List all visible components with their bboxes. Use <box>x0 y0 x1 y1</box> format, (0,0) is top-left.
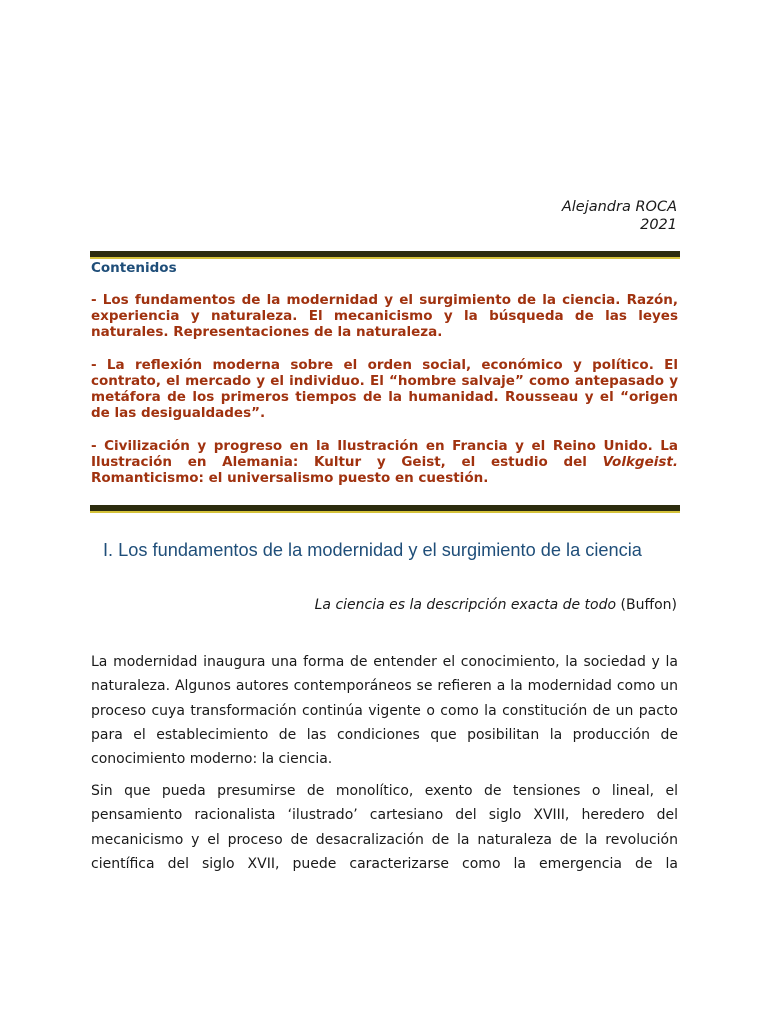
author-block <box>562 198 677 234</box>
contents-title: Contenidos <box>91 260 177 276</box>
contents-item-1: - Los fundamentos de la modernidad y el surgimiento de la ciencia. Razón, experiencia y naturaleza. El mecanicismo y la búsqueda de las leyes naturales. Representaciones de la naturaleza. <box>91 292 678 340</box>
epigraph <box>315 595 677 615</box>
epigraph-quote: La ciencia es la descripción exacta de todo <box>314 597 617 613</box>
contents-item-3-italic: Volkgeist. <box>602 454 678 470</box>
contents-item-2: - La reflexión moderna sobre el orden social, económico y político. El contrato, el mercado y el individuo. El “hombre salvaje” como antepasado y metáfora de los primeros tiempos de la humanidad. Rousseau y el “origen de las desigualdades”. <box>91 357 678 421</box>
author-year: 2021 <box>640 217 677 233</box>
body-paragraph-2: Sin que pueda presumirse de monolítico, exento de tensiones o lineal, el pensamiento racionalista ‘ilustrado’ cartesiano del siglo XVIII, heredero del mecanicismo y el proceso de desacralización de la naturaleza de la revolución científica del siglo XVII, puede caracterizarse como la emergencia de la <box>91 783 678 872</box>
contents-item-3-tail: Romanticismo: el universalismo puesto en cuestión. <box>91 470 489 486</box>
body-paragraph-1: La modernidad inaugura una forma de entender el conocimiento, la sociedad y la naturaleza. Algunos autores contemporáneos se refieren a la modernidad como un proceso cuya transformación continúa vigente o como la constitución de un pacto para el establecimiento de las condiciones que posibilitan la producción de conocimiento moderno: la ciencia. <box>91 654 678 768</box>
author-name: Alejandra ROCA <box>561 199 677 215</box>
document-page <box>91 0 679 1024</box>
top-divider <box>90 251 680 259</box>
epigraph-source: (Buffon) <box>616 597 677 613</box>
section-heading: I. Los fundamentos de la modernidad y el surgimiento de la ciencia <box>103 540 642 560</box>
contents-item-3-text: - Civilización y progreso en la Ilustración en Francia y el Reino Unido. La Ilustración en Alemania: Kultur y Geist, el estudio del <box>91 438 678 470</box>
bottom-divider <box>90 505 680 513</box>
contents-item-3 <box>91 438 678 486</box>
